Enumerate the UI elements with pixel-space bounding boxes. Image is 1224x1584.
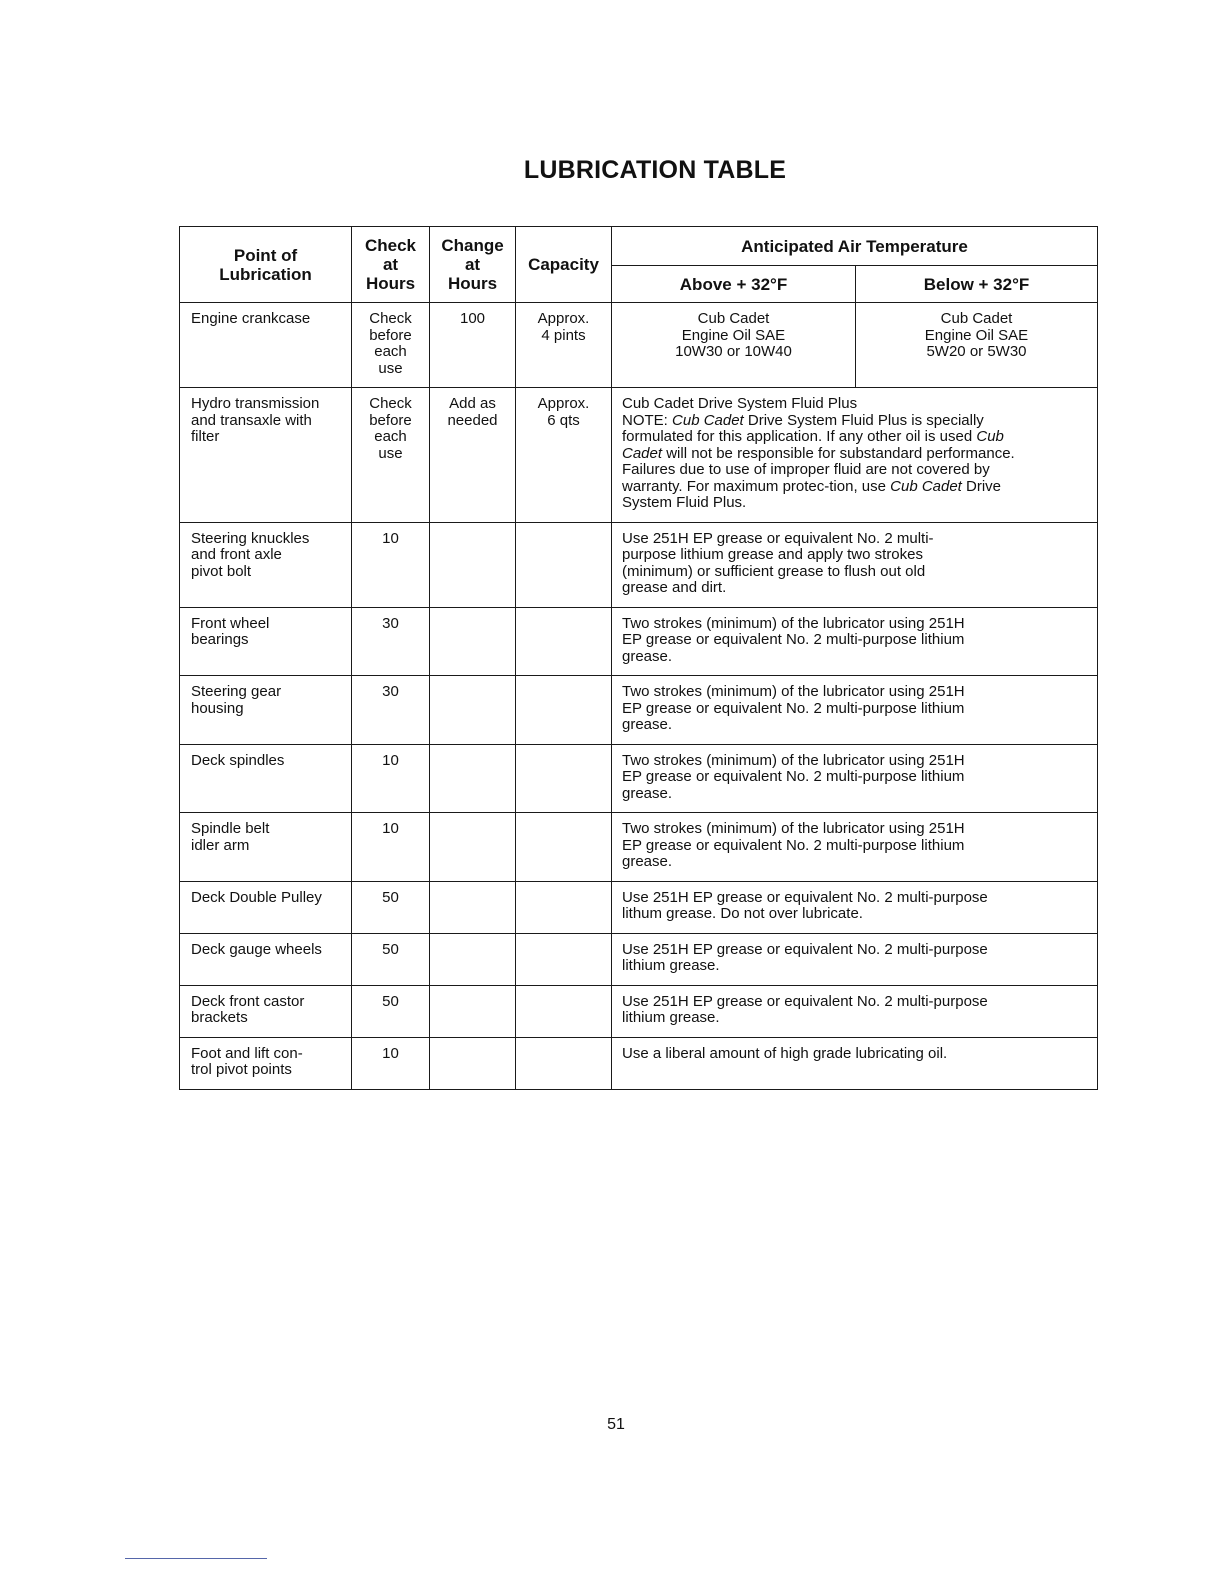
capacity-cell [516,607,612,676]
table-row [180,676,1098,745]
check-cell: Check before each use [352,388,430,523]
change-cell [430,933,516,985]
point-cell: Deck gauge wheels [180,933,352,985]
check-cell: 10 [352,813,430,882]
notes-paragraph: NOTE: Cub Cadet Drive System Fluid Plus is specially formulated for this application. If any other oil is used Cub Cadet will not be responsible for substandard performance. Failures due to use of improper fluid are not covered by warranty. For maximum protec-tion, use Cub Cadet Drive System Fluid Plus. [622,411,1015,511]
change-cell [430,813,516,882]
col-header-change: Change at Hours [430,227,516,303]
table-row [180,813,1098,882]
table-row [180,985,1098,1037]
capacity-cell [516,1037,612,1089]
check-cell: 50 [352,933,430,985]
header-row [180,227,1098,266]
notes-cell: Two strokes (minimum) of the lubricator using 251H EP grease or equivalent No. 2 multi-purpose lithium grease. [612,676,1098,745]
change-cell: 100 [430,303,516,388]
table-row [180,933,1098,985]
change-cell [430,881,516,933]
check-cell: 50 [352,985,430,1037]
point-cell: Engine crankcase [180,303,352,388]
capacity-cell [516,676,612,745]
point-cell: Steering gear housing [180,676,352,745]
change-cell: Add as needed [430,388,516,523]
change-cell [430,985,516,1037]
footer-rule [125,1558,267,1559]
check-cell: 10 [352,1037,430,1089]
capacity-cell [516,522,612,607]
col-header-temperature: Anticipated Air Temperature [612,227,1098,266]
check-cell: 10 [352,744,430,813]
change-cell [430,522,516,607]
capacity-cell [516,744,612,813]
col-header-point: Point of Lubrication [180,227,352,303]
table-row [180,881,1098,933]
capacity-cell [516,813,612,882]
capacity-cell [516,985,612,1037]
table-row [180,522,1098,607]
check-cell: Check before each use [352,303,430,388]
below-cell: Cub Cadet Engine Oil SAE 5W20 or 5W30 [856,303,1098,388]
notes-cell: Use 251H EP grease or equivalent No. 2 multi-purpose lithum grease. Do not over lubricate. [612,881,1098,933]
table-row [180,1037,1098,1089]
point-cell: Deck spindles [180,744,352,813]
table-row [180,303,1098,388]
above-cell: Cub Cadet Engine Oil SAE 10W30 or 10W40 [612,303,856,388]
notes-cell: Use a liberal amount of high grade lubricating oil. [612,1037,1098,1089]
notes-cell [612,388,1098,523]
change-cell [430,607,516,676]
table-row [180,388,1098,523]
point-cell: Spindle belt idler arm [180,813,352,882]
point-cell: Hydro transmission and transaxle with filter [180,388,352,523]
check-cell: 30 [352,607,430,676]
change-cell [430,1037,516,1089]
check-cell: 30 [352,676,430,745]
point-cell: Foot and lift con- trol pivot points [180,1037,352,1089]
capacity-cell [516,881,612,933]
notes-cell: Use 251H EP grease or equivalent No. 2 multi- purpose lithium grease and apply two strokes (minimum) or sufficient grease to flush out old grease and dirt. [612,522,1098,607]
point-cell: Deck front castor brackets [180,985,352,1037]
col-header-above: Above + 32°F [612,266,856,303]
notes-cell: Two strokes (minimum) of the lubricator using 251H EP grease or equivalent No. 2 multi-purpose lithium grease. [612,744,1098,813]
page-number: 51 [607,1416,625,1433]
notes-cell: Two strokes (minimum) of the lubricator using 251H EP grease or equivalent No. 2 multi-purpose lithium grease. [612,607,1098,676]
page-title: LUBRICATION TABLE [523,156,787,184]
check-cell: 10 [352,522,430,607]
notes-first-line: Cub Cadet Drive System Fluid Plus [622,395,858,412]
capacity-cell: Approx. 4 pints [516,303,612,388]
point-cell: Front wheel bearings [180,607,352,676]
notes-cell: Use 251H EP grease or equivalent No. 2 multi-purpose lithium grease. [612,985,1098,1037]
notes-cell: Two strokes (minimum) of the lubricator using 251H EP grease or equivalent No. 2 multi-purpose lithium grease. [612,813,1098,882]
table-row [180,744,1098,813]
col-header-capacity: Capacity [516,227,612,303]
notes-cell: Use 251H EP grease or equivalent No. 2 multi-purpose lithium grease. [612,933,1098,985]
change-cell [430,744,516,813]
col-header-check: Check at Hours [352,227,430,303]
check-cell: 50 [352,881,430,933]
point-cell: Deck Double Pulley [180,881,352,933]
capacity-cell [516,933,612,985]
point-cell: Steering knuckles and front axle pivot bolt [180,522,352,607]
col-header-below: Below + 32°F [856,266,1098,303]
capacity-cell: Approx. 6 qts [516,388,612,523]
change-cell [430,676,516,745]
lubrication-table [179,226,1098,1090]
table-row [180,607,1098,676]
